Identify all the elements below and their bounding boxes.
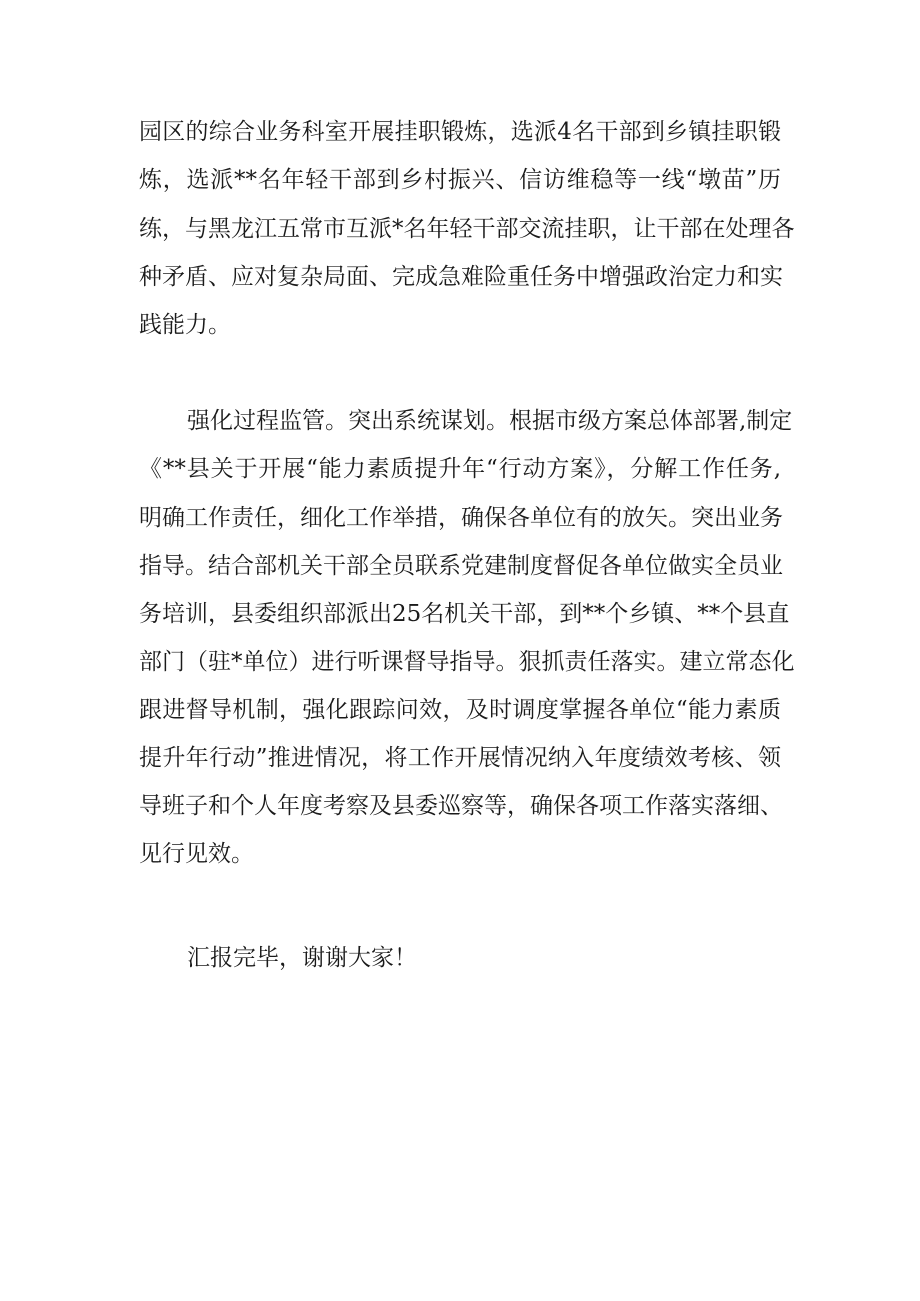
text-line: 提升年行动”推进情况，将工作开展情况纳入年度绩效考核、领 (139, 745, 781, 771)
text-line: 指导。结合部机关干部全员联系党建制度督促各单位做实全员业 (139, 553, 783, 579)
text-line: 见行见效。 (139, 841, 254, 867)
text-line: 明确工作责任，细化工作举措，确保各单位有的放矢。突出业务 (139, 505, 783, 531)
text-line: 练，与黑龙江五常市互派*名年轻干部交流挂职，让干部在处理各 (139, 216, 795, 242)
text-line: 种矛盾、应对复杂局面、完成急难险重任务中增强政治定力和实 (139, 264, 783, 290)
text-line: 部门（驻*单位）进行听课督导指导。狠抓责任落实。建立常态化 (139, 649, 795, 675)
text-line: 园区的综合业务科室开展挂职锻炼，选派4名干部到乡镇挂职锻 (139, 119, 781, 145)
text-line: 强化过程监管。突出系统谋划。根据市级方案总体部署,制定 (187, 408, 793, 434)
text-line: 务培训，县委组织部派出25名机关干部，到**个乡镇、**个县直 (139, 601, 790, 627)
text-line: 践能力。 (139, 312, 231, 338)
text-line: 《**县关于开展“能力素质提升年“行动方案》，分解工作任务, (139, 456, 781, 482)
text-line: 跟进督导机制，强化跟踪问效，及时调度掌握各单位“能力素质 (139, 697, 781, 723)
text-line: 导班子和个人年度考察及县委巡察等，确保各项工作落实落细、 (139, 793, 783, 819)
closing-line: 汇报完毕，谢谢大家！ (187, 945, 417, 971)
text-line: 炼，选派**名年轻干部到乡村振兴、信访维稳等一线“墩苗”历 (139, 167, 781, 193)
